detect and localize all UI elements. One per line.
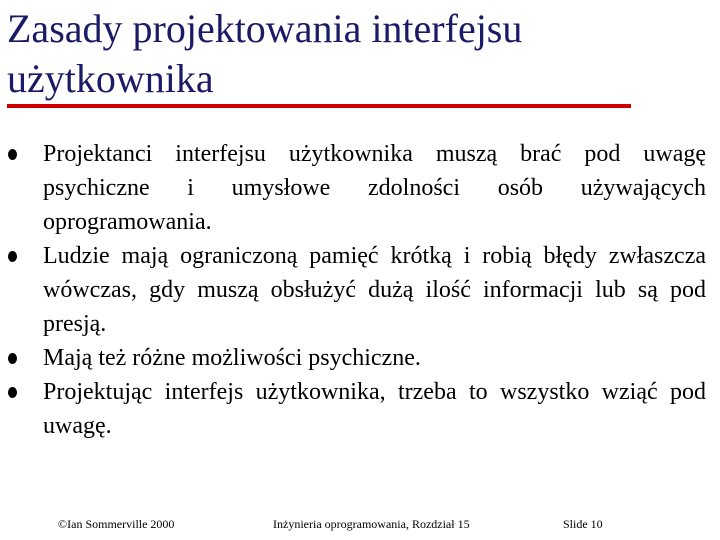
bullet-icon	[8, 387, 17, 398]
footer-copyright: ©Ian Sommerville 2000	[58, 517, 175, 531]
bullet-item	[0, 137, 706, 239]
bullet-icon	[8, 353, 17, 364]
bullet-icon	[8, 149, 17, 160]
bullet-text: Projektując interfejs użytkownika, trzeba to wszystko wziąć pod uwagę.	[43, 379, 706, 439]
footer-course-title: Inżynieria oprogramowania, Rozdział 15	[273, 517, 470, 531]
bullet-text: Projektanci interfejsu użytkownika muszą brać pod uwagę psychiczne i umysłowe zdolności osób używających oprogramowania.	[43, 141, 706, 235]
bullet-item	[0, 341, 706, 375]
bullet-item	[0, 239, 706, 341]
bullet-text: Ludzie mają ograniczoną pamięć krótką i robią błędy zwłaszcza wówczas, gdy muszą obsłużyć dużą ilość informacji lub są pod presją.	[43, 243, 706, 337]
bullet-text: Mają też różne możliwości psychiczne.	[43, 345, 421, 371]
slide-title: Zasady projektowania interfejsu użytkownika	[7, 6, 523, 101]
title-underline	[7, 104, 631, 108]
bullet-list	[0, 137, 720, 443]
bullet-icon	[8, 251, 17, 262]
footer-slide-number: Slide 10	[563, 517, 603, 531]
bullet-item	[0, 375, 706, 443]
